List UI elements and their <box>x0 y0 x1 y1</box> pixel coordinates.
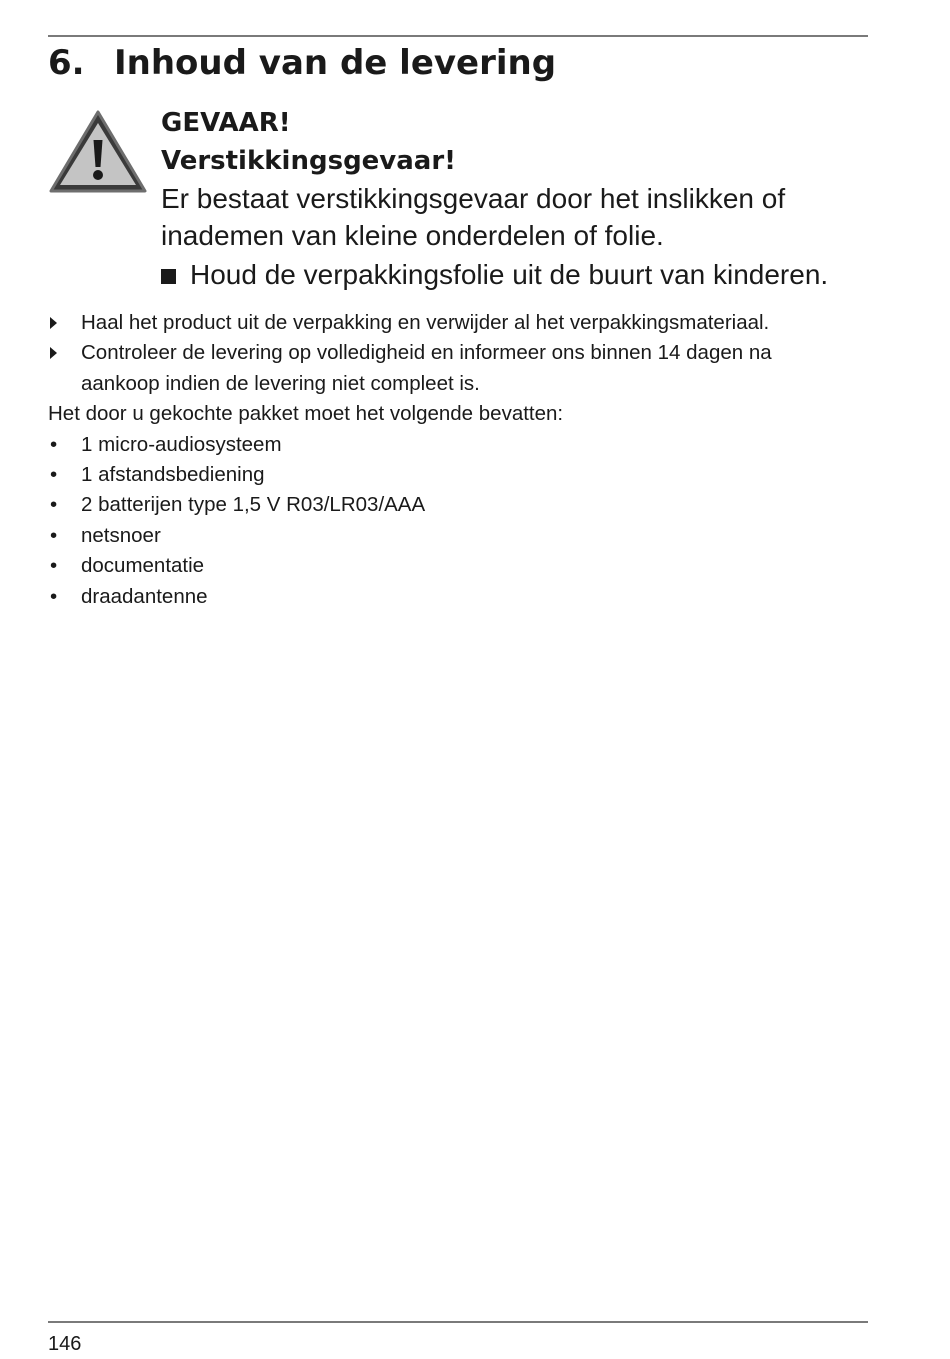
contents-item-text: documentatie <box>81 554 205 578</box>
contents-item-text: netsnoer <box>81 523 161 547</box>
bullet-dot-icon: • <box>50 584 58 608</box>
section-number: 6. <box>48 43 85 83</box>
step-item <box>48 308 848 338</box>
contents-item <box>48 521 848 551</box>
step-arrow-icon <box>50 347 57 359</box>
contents-item <box>48 582 848 612</box>
warning-instruction-text: Houd de verpakkingsfolie uit de buurt van kinderen. <box>190 259 829 290</box>
warning-description: Er bestaat verstikkingsgevaar door het inslikken of inademen van kleine onderdelen of folie. <box>161 183 786 251</box>
contents-item <box>48 460 848 490</box>
step-arrow-icon <box>50 317 57 329</box>
contents-item <box>48 490 848 520</box>
bottom-rule <box>48 1321 868 1323</box>
warning-hazard: Verstikkingsgevaar! <box>161 146 457 176</box>
square-bullet-icon <box>161 269 176 284</box>
top-rule <box>48 35 868 37</box>
body-text <box>48 308 848 612</box>
warning-instruction <box>161 255 871 294</box>
contents-intro: Het door u gekochte pakket moet het volgende bevatten: <box>48 402 564 426</box>
contents-item <box>48 430 848 460</box>
contents-item-text: 2 batterijen type 1,5 V R03/LR03/AAA <box>81 493 426 517</box>
section-title: Inhoud van de levering <box>114 43 557 83</box>
step-text: Haal het product uit de verpakking en verwijder al het verpakkingsmateriaal. <box>81 311 770 334</box>
bullet-dot-icon: • <box>50 523 58 547</box>
step-item <box>48 338 848 399</box>
warning-block <box>161 104 871 294</box>
step-text: Controleer de levering op volledigheid en informeer ons binnen 14 dagen na aankoop indien de levering niet compleet is. <box>81 341 772 395</box>
page-number: 146 <box>48 1333 82 1355</box>
contents-item <box>48 551 848 581</box>
contents-list <box>48 430 848 612</box>
contents-item-text: draadantenne <box>81 584 208 608</box>
contents-item-text: 1 micro-audiosysteem <box>81 432 282 456</box>
bullet-dot-icon: • <box>50 554 58 578</box>
contents-item-text: 1 afstandsbediening <box>81 463 265 487</box>
warning-triangle-icon <box>48 109 148 195</box>
bullet-dot-icon: • <box>50 463 58 487</box>
warning-signal-word: GEVAAR! <box>161 108 291 138</box>
bullet-dot-icon: • <box>50 493 58 517</box>
section-heading <box>48 40 556 86</box>
bullet-dot-icon: • <box>50 432 58 456</box>
